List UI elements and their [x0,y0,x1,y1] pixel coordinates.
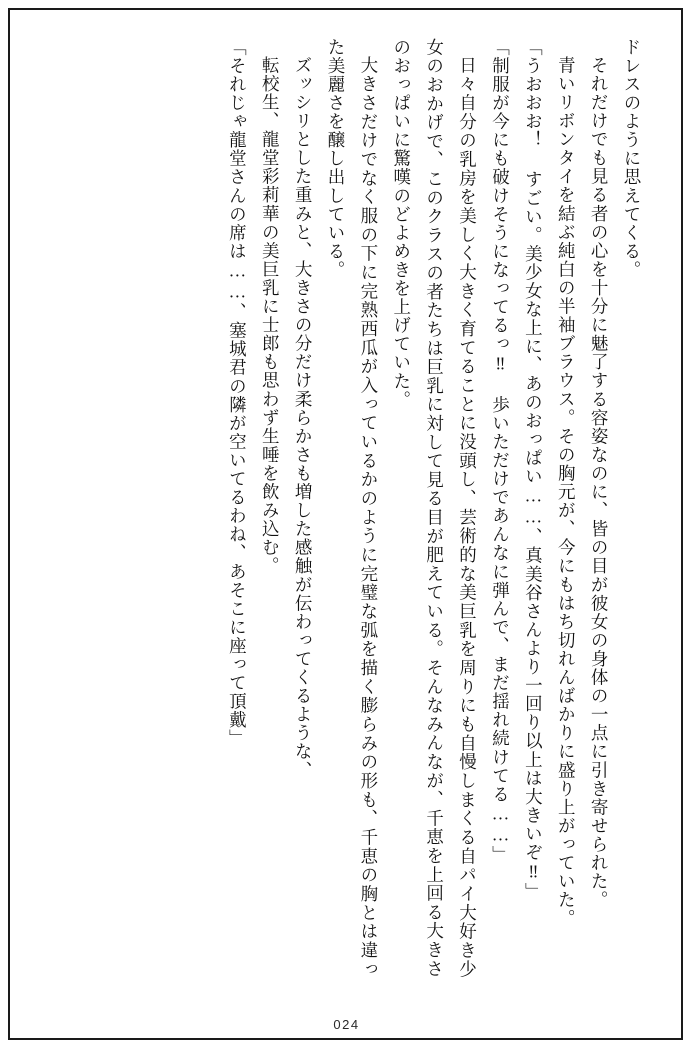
paragraph: 青いリボンタイを結ぶ純白の半袖ブラウス。その胸元が、今にもはち切れんばかりに盛り上がっていた。 [556,55,577,928]
vertical-text-body [28,38,648,978]
page-number: 024 [333,1017,360,1032]
paragraph: それだけでも見る者の心を十分に魅了する容姿なのに、皆の目が彼女の身体の一点に引き寄せられた。 [589,55,610,909]
paragraph: ドレスのように思えてくる。 [622,38,642,280]
paragraph-dialogue: 「うおおお！ すごい。美少女な上に、あのおっぱい……、真美谷さんより一回り以上は大きいぞ‼」 [523,38,544,902]
paragraph: 日々自分の乳房を美しく大きく育てることに没頭し、芸術的な美巨乳を周りにも自慢しまくる自パイ大好き少女のおかげで、このクラスの者たちは巨乳に対して見る目が肥えている。そんなみんなが、千恵を上回る大きさのおっぱいに驚嘆のどよめきを上げていた。 [391,38,478,978]
paragraph: 転校生、龍堂彩莉華の美巨乳に士郎も思わず生唾を飲み込む。 [260,55,281,575]
paragraph-dialogue: 「制服が今にも破けそうになってるっ‼ 歩いただけであんなに弾んで、まだ揺れ続けてる……」 [490,38,511,865]
paragraph: ズッシリとした重みと、大きさの分だけ柔らかさも増した感触が伝わってくるような、 [293,55,314,779]
paragraph-dialogue: 「それじゃ龍堂さんの席は……、塞城君の隣が空いてるわね、あそこに座って頂戴」 [227,38,248,748]
paragraph: 大きさだけでなく服の下に完熟西瓜が入っているかのように完璧な弧を描く膨らみの形も、千恵の胸とは違った美麗さを醸し出している。 [325,38,379,978]
